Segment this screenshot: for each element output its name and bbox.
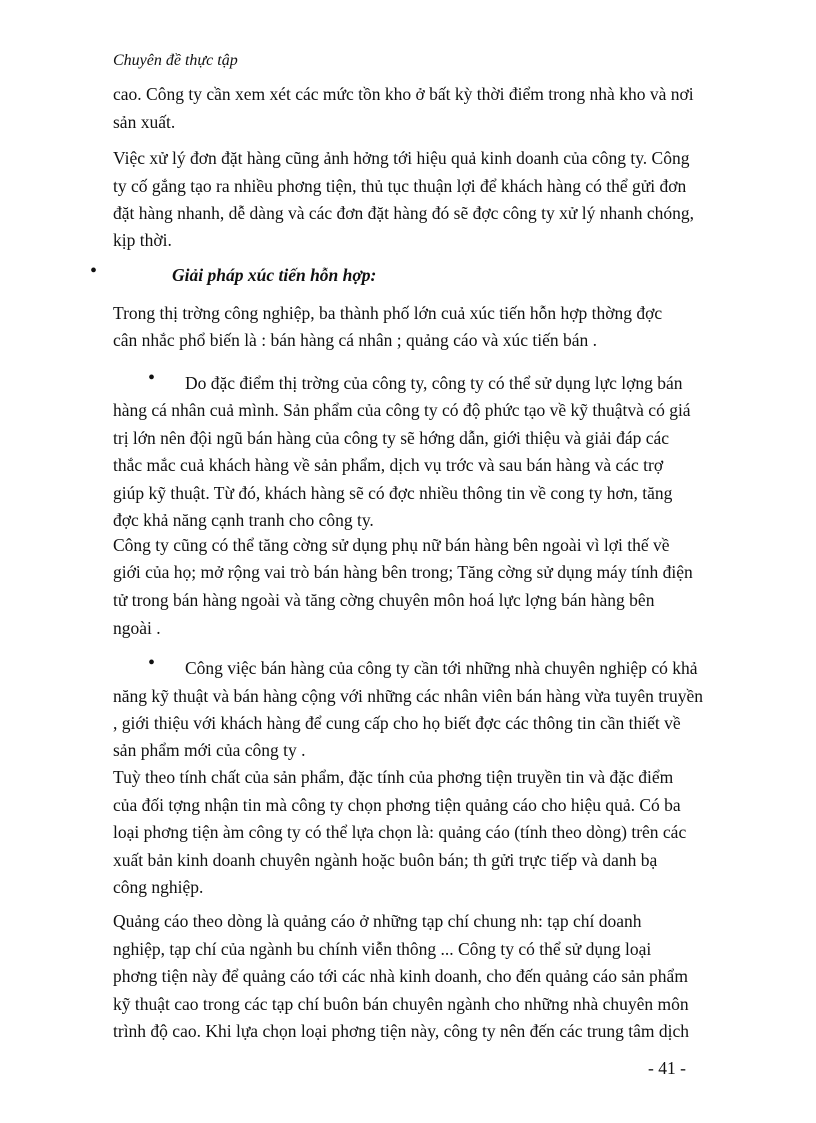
body-line: kỹ thuật cao trong các tạp chí buôn bán chuyên ngành cho những nhà chuyên môn	[113, 994, 689, 1014]
body-line: thắc mắc cuả khách hàng về sản phẩm, dịch vụ trớc và sau bán hàng và các trợ	[113, 455, 664, 475]
section-heading: Giải pháp xúc tiến hỗn hợp:	[172, 265, 377, 285]
body-line: trình độ cao. Khi lựa chọn loại phơng tiện này, công ty nên đến các trung tâm dịch	[113, 1021, 689, 1041]
page-header: Chuyên đề thực tập	[113, 52, 238, 69]
body-line: , giới thiệu với khách hàng để cung cấp cho họ biết đợc các thông tin cần thiết về	[113, 713, 681, 733]
body-line: giúp kỹ thuật. Từ đó, khách hàng sẽ có đợc nhiều thông tin về cong ty hơn, tăng	[113, 483, 673, 503]
body-line: ngoài .	[113, 618, 161, 638]
body-line: cân nhắc phổ biến là : bán hàng cá nhân ; quảng cáo và xúc tiến bán .	[113, 330, 597, 350]
body-line: Quảng cáo theo dòng là quảng cáo ở những tạp chí chung nh: tạp chí doanh	[113, 911, 642, 931]
body-line: Công việc bán hàng của công ty cần tới những nhà chuyên nghiệp có khả	[185, 658, 698, 678]
body-line: Công ty cũng có thể tăng cờng sử dụng phụ nữ bán hàng bên ngoài vì lợi thế về	[113, 535, 670, 555]
body-line: xuất bản kinh doanh chuyên ngành hoặc buôn bán; th gửi trực tiếp và danh bạ	[113, 850, 658, 870]
body-line: Trong thị trờng công nghiệp, ba thành phố lớn cuả xúc tiến hỗn hợp thờng đợc	[113, 303, 663, 323]
body-line: công nghiệp.	[113, 877, 204, 897]
body-line: đợc khả năng cạnh tranh cho công ty.	[113, 510, 374, 530]
body-line: Tuỳ theo tính chất của sản phẩm, đặc tính của phơng tiện truyền tin và đặc điểm	[113, 767, 674, 787]
page-number: - 41 -	[648, 1058, 686, 1078]
bullet-icon: •	[90, 260, 98, 282]
body-line: Do đặc điểm thị trờng của công ty, công ty có thể sử dụng lực lợng bán	[185, 373, 683, 393]
body-line: năng kỹ thuật và bán hàng cộng với những các nhân viên bán hàng vừa tuyên truyền	[113, 686, 704, 706]
bullet-icon: •	[148, 652, 156, 674]
body-line: của đối tợng nhận tin mà công ty chọn phơng tiện quảng cáo cho hiệu quả. Có ba	[113, 795, 681, 815]
body-line: nghiệp, tạp chí của ngành bu chính viễn thông ... Công ty có thể sử dụng loại	[113, 939, 652, 959]
body-line: loại phơng tiện àm công ty có thể lựa chọn là: quảng cáo (tính theo dòng) trên các	[113, 822, 687, 842]
body-line: tử trong bán hàng ngoài và tăng cờng chuyên môn hoá lực lợng bán hàng bên	[113, 590, 655, 610]
body-line: giới của họ; mở rộng vai trò bán hàng bên trong; Tăng cờng sử dụng máy tính điện	[113, 562, 693, 582]
body-line: Việc xử lý đơn đặt hàng cũng ảnh hởng tới hiệu quả kinh doanh của công ty. Công	[113, 148, 690, 168]
body-line: sản phẩm mới của công ty .	[113, 740, 306, 760]
body-line: phơng tiện này để quảng cáo tới các nhà kinh doanh, cho đến quảng cáo sản phẩm	[113, 966, 688, 986]
body-line: kịp thời.	[113, 230, 172, 250]
body-line: sản xuất.	[113, 112, 176, 132]
body-line: đặt hàng nhanh, dễ dàng và các đơn đặt hàng đó sẽ đợc công ty xử lý nhanh chóng,	[113, 203, 695, 223]
body-line: trị lớn nên đội ngũ bán hàng của công ty sẽ hớng dẫn, giới thiệu và giải đáp các	[113, 428, 670, 448]
body-line: hàng cá nhân cuả mình. Sản phẩm của công ty có độ phức tạo về kỹ thuậtvà có giá	[113, 400, 691, 420]
body-line: ty cố gắng tạo ra nhiều phơng tiện, thủ tục thuận lợi để khách hàng có thể gửi đơn	[113, 176, 687, 196]
body-line: cao. Công ty cần xem xét các mức tồn kho ở bất kỳ thời điểm trong nhà kho và nơi	[113, 84, 694, 104]
bullet-icon: •	[148, 367, 156, 389]
